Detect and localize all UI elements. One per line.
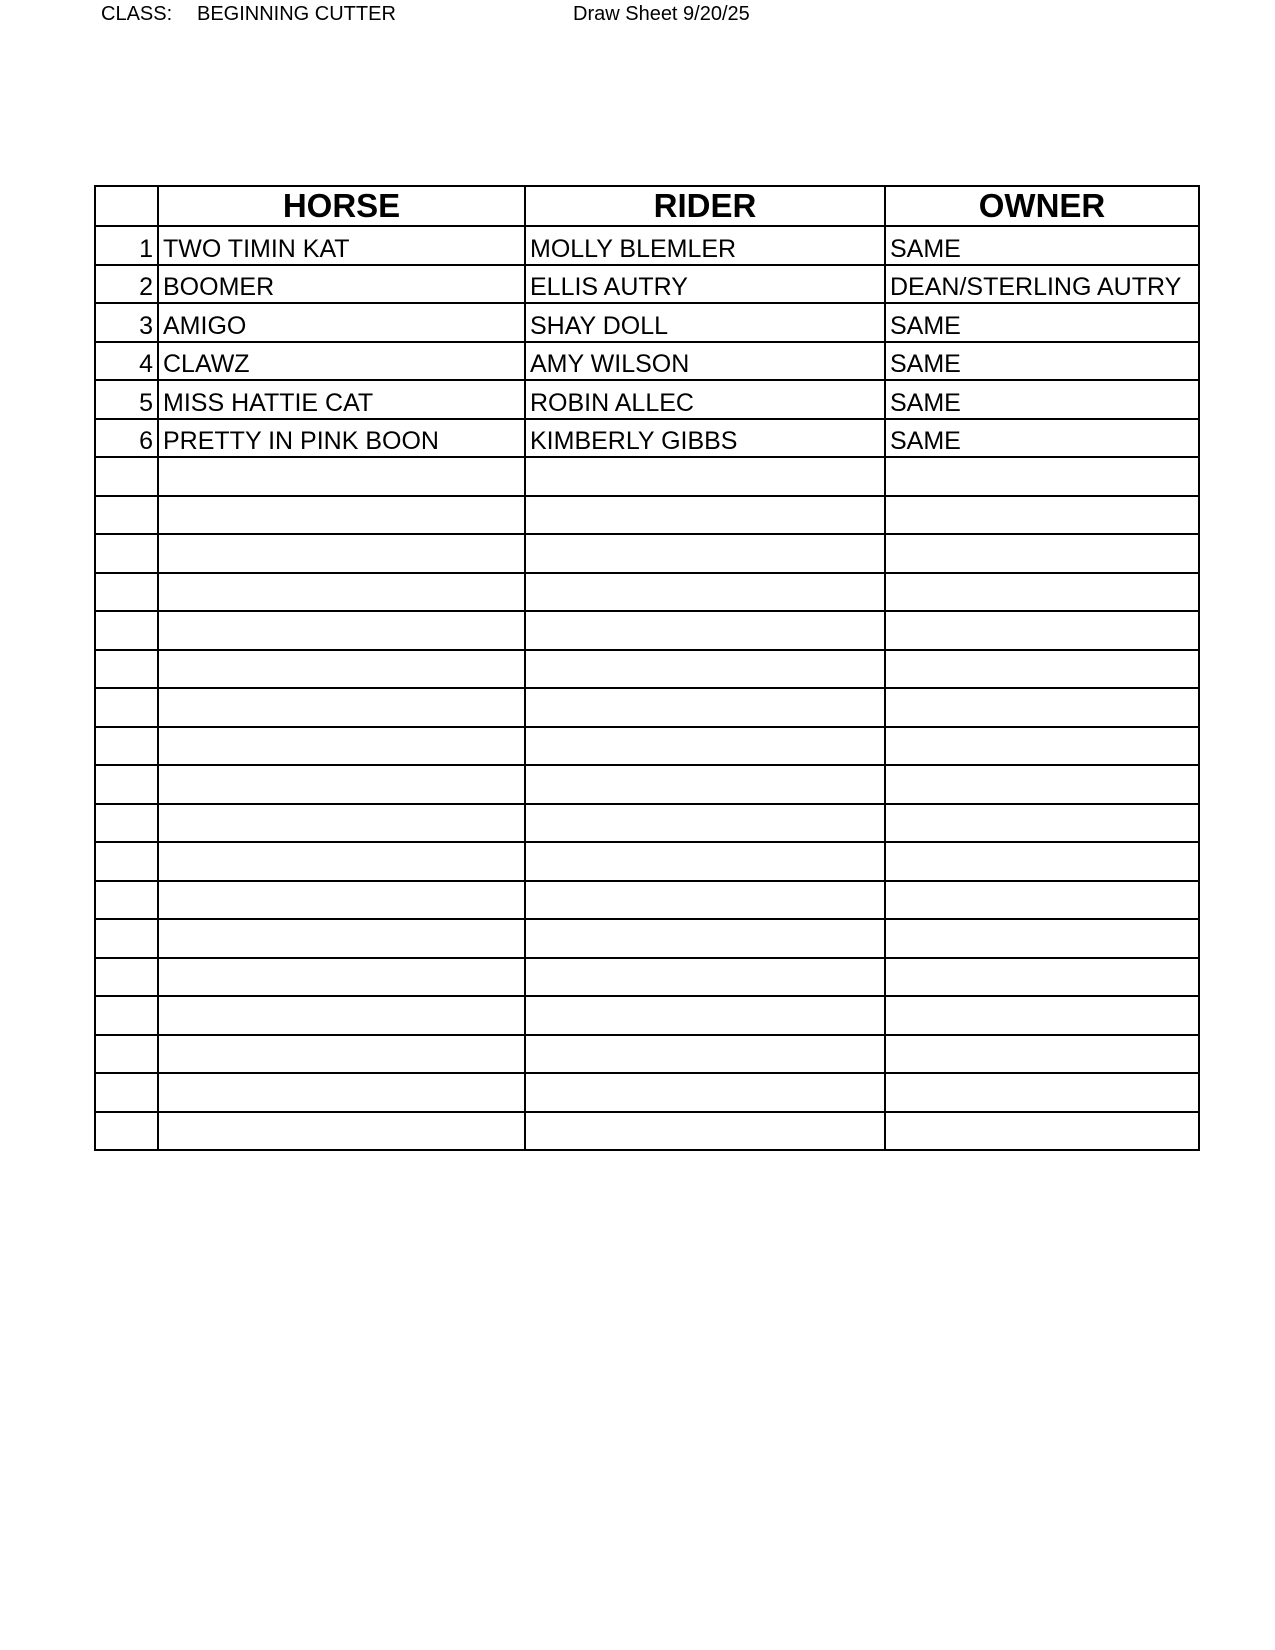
table-row — [95, 342, 1199, 381]
rider-cell — [525, 611, 885, 650]
table-row — [95, 958, 1199, 997]
draw-number-cell — [95, 1073, 158, 1112]
table-row — [95, 881, 1199, 920]
horse-cell — [158, 881, 525, 920]
draw-number-cell: 2 — [95, 265, 158, 304]
draw-number-cell — [95, 765, 158, 804]
draw-number-cell — [95, 457, 158, 496]
horse-cell — [158, 688, 525, 727]
owner-cell — [885, 804, 1199, 843]
horse-cell: TWO TIMIN KAT — [158, 226, 525, 265]
draw-number-cell — [95, 958, 158, 997]
horse-cell — [158, 996, 525, 1035]
rider-cell — [525, 881, 885, 920]
owner-cell — [885, 611, 1199, 650]
rider-cell — [525, 1112, 885, 1151]
rider-cell — [525, 919, 885, 958]
rider-cell — [525, 1035, 885, 1074]
horse-cell — [158, 573, 525, 612]
rider-cell: AMY WILSON — [525, 342, 885, 381]
rider-cell — [525, 765, 885, 804]
draw-number-cell — [95, 650, 158, 689]
draw-number-cell: 5 — [95, 380, 158, 419]
table-row — [95, 226, 1199, 265]
horse-cell — [158, 650, 525, 689]
rider-cell — [525, 573, 885, 612]
table-row — [95, 804, 1199, 843]
rider-cell: ROBIN ALLEC — [525, 380, 885, 419]
table-row — [95, 496, 1199, 535]
sheet-title: Draw Sheet 9/20/25 — [573, 3, 750, 25]
page-header — [0, 2, 1275, 26]
horse-cell: PRETTY IN PINK BOON — [158, 419, 525, 458]
table-row — [95, 611, 1199, 650]
rider-cell — [525, 650, 885, 689]
owner-cell — [885, 919, 1199, 958]
table-row — [95, 457, 1199, 496]
table-row — [95, 650, 1199, 689]
rider-cell: SHAY DOLL — [525, 303, 885, 342]
owner-cell — [885, 765, 1199, 804]
owner-cell — [885, 1112, 1199, 1151]
rider-cell: KIMBERLY GIBBS — [525, 419, 885, 458]
horse-cell — [158, 1112, 525, 1151]
rider-cell — [525, 688, 885, 727]
table-row — [95, 1112, 1199, 1151]
horse-cell: BOOMER — [158, 265, 525, 304]
draw-number-cell — [95, 804, 158, 843]
draw-number-cell — [95, 688, 158, 727]
rider-cell: MOLLY BLEMLER — [525, 226, 885, 265]
rider-cell — [525, 534, 885, 573]
owner-cell — [885, 650, 1199, 689]
draw-number-cell — [95, 919, 158, 958]
draw-number-cell: 3 — [95, 303, 158, 342]
owner-cell — [885, 996, 1199, 1035]
horse-cell — [158, 919, 525, 958]
draw-number-cell — [95, 534, 158, 573]
horse-cell — [158, 958, 525, 997]
horse-cell: MISS HATTIE CAT — [158, 380, 525, 419]
table-row — [95, 688, 1199, 727]
draw-number-cell — [95, 573, 158, 612]
horse-cell — [158, 1073, 525, 1112]
horse-cell — [158, 727, 525, 766]
horse-cell — [158, 534, 525, 573]
horse-cell: CLAWZ — [158, 342, 525, 381]
owner-cell: SAME — [885, 342, 1199, 381]
owner-cell — [885, 496, 1199, 535]
draw-number-cell — [95, 611, 158, 650]
rider-cell — [525, 727, 885, 766]
draw-number-cell: 4 — [95, 342, 158, 381]
owner-cell — [885, 534, 1199, 573]
table-row — [95, 265, 1199, 304]
table-row — [95, 534, 1199, 573]
table-row — [95, 1073, 1199, 1112]
table-header-row — [95, 186, 1199, 226]
column-header-owner: OWNER — [885, 186, 1199, 226]
draw-number-cell — [95, 842, 158, 881]
rider-cell — [525, 457, 885, 496]
horse-cell — [158, 765, 525, 804]
table-row — [95, 996, 1199, 1035]
rider-cell — [525, 804, 885, 843]
owner-cell: SAME — [885, 303, 1199, 342]
rider-cell — [525, 496, 885, 535]
class-value: BEGINNING CUTTER — [197, 3, 396, 25]
owner-cell — [885, 1035, 1199, 1074]
column-header-horse: HORSE — [158, 186, 525, 226]
table-row — [95, 1035, 1199, 1074]
owner-cell: SAME — [885, 419, 1199, 458]
horse-cell — [158, 1035, 525, 1074]
table-row — [95, 919, 1199, 958]
draw-number-cell — [95, 1112, 158, 1151]
rider-cell — [525, 996, 885, 1035]
table-row — [95, 842, 1199, 881]
horse-cell — [158, 496, 525, 535]
rider-cell: ELLIS AUTRY — [525, 265, 885, 304]
owner-cell — [885, 842, 1199, 881]
column-header-number — [95, 186, 158, 226]
owner-cell: SAME — [885, 226, 1199, 265]
owner-cell — [885, 881, 1199, 920]
draw-number-cell: 6 — [95, 419, 158, 458]
class-label: CLASS: — [101, 3, 173, 25]
table-row — [95, 765, 1199, 804]
table-row — [95, 419, 1199, 458]
rider-cell — [525, 842, 885, 881]
owner-cell — [885, 457, 1199, 496]
table-row — [95, 303, 1199, 342]
table-body — [95, 226, 1199, 1150]
horse-cell: AMIGO — [158, 303, 525, 342]
draw-number-cell — [95, 881, 158, 920]
rider-cell — [525, 1073, 885, 1112]
owner-cell — [885, 958, 1199, 997]
horse-cell — [158, 842, 525, 881]
owner-cell — [885, 727, 1199, 766]
rider-cell — [525, 958, 885, 997]
owner-cell: DEAN/STERLING AUTRY — [885, 265, 1199, 304]
table-row — [95, 573, 1199, 612]
owner-cell — [885, 573, 1199, 612]
horse-cell — [158, 457, 525, 496]
column-header-rider: RIDER — [525, 186, 885, 226]
draw-number-cell: 1 — [95, 226, 158, 265]
horse-cell — [158, 611, 525, 650]
owner-cell: SAME — [885, 380, 1199, 419]
draw-number-cell — [95, 996, 158, 1035]
owner-cell — [885, 1073, 1199, 1112]
draw-number-cell — [95, 1035, 158, 1074]
draw-number-cell — [95, 496, 158, 535]
draw-number-cell — [95, 727, 158, 766]
horse-cell — [158, 804, 525, 843]
table-row — [95, 727, 1199, 766]
owner-cell — [885, 688, 1199, 727]
table-row — [95, 380, 1199, 419]
draw-table — [94, 185, 1200, 1151]
